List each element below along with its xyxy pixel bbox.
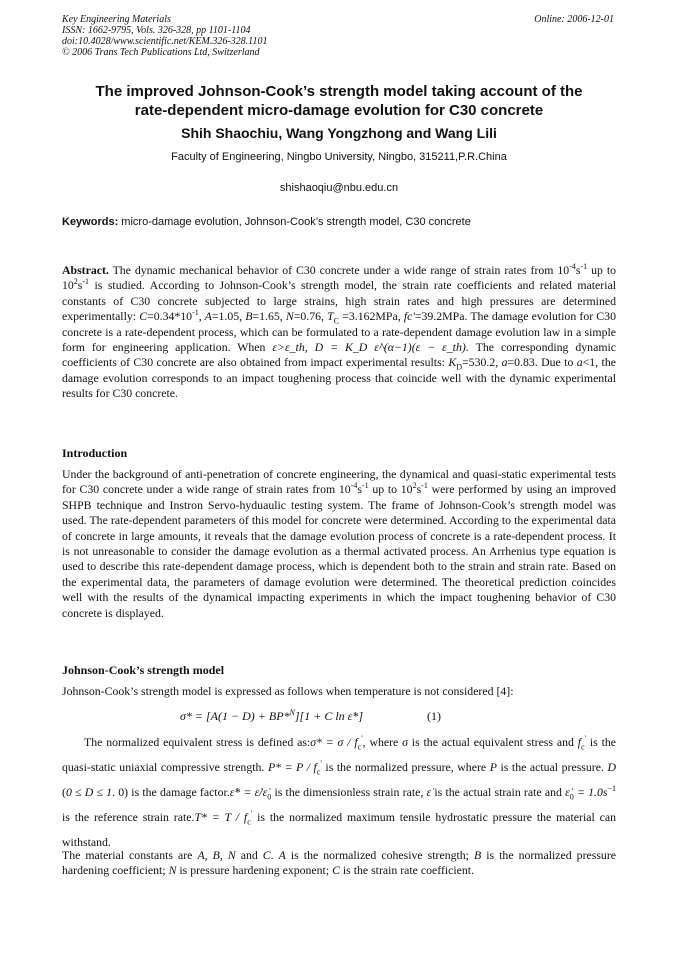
formula: P* = P / f xyxy=(267,760,317,774)
email: shishaoqiu@nbu.edu.cn xyxy=(279,182,399,194)
abstract xyxy=(62,263,616,402)
sub: c xyxy=(247,817,251,827)
intro-text: were performed by using an improved SHPB technique and Instron Servo-hyduaulic testing system. The frame of Johnson-Cook’s strength model was used. The rate-dependent parameters of this model for concrete were determined. According to the experimental data of concrete in large amounts, it reveals that the damage evolution process of concrete is a rate-dependent process. It is not unreasonable to consider the damage evolution as a thermal activated process. An Arrhenius type equation is used to describe this rate-dependent damage process, which is dependent both to the strain and strain rate. Based on the experimental data, the parameters of damage evolution were determined. The theoretical prediction coincides well with the results of the dynamical impacting experiments in which the impact toughening behavior of C30 concrete is displayed. xyxy=(62,482,616,620)
sub: 0 xyxy=(569,792,574,802)
symbol: C xyxy=(332,863,340,878)
intro-text: s xyxy=(416,482,422,497)
abstract-text: is studied. According to Johnson-Cook’s strength model, the strain rate coefficients and related material constants of C30 concrete subjected to large strains, high strain rates and high pressures are determined experimentally: xyxy=(62,278,616,324)
issn-line: ISSN: 1662-9795, Vols. 326-328, pp 1101-1104 xyxy=(62,25,251,36)
formula: σ xyxy=(402,735,408,749)
symbol: fc' xyxy=(403,309,415,324)
sup: ' xyxy=(361,734,363,744)
def-text: and xyxy=(235,848,263,862)
sup: -1 xyxy=(361,481,369,491)
def-text: ( xyxy=(62,785,66,799)
introduction-heading: Introduction xyxy=(62,446,128,460)
sub: D xyxy=(456,362,463,372)
intro-text: up to 10 xyxy=(368,482,413,497)
keywords xyxy=(62,215,616,229)
equation-text: σ* = [A(1 − D) + BP* xyxy=(180,709,290,723)
def-text: is the actual pressure. xyxy=(496,760,608,774)
jc-intro: Johnson-Cook’s strength model is expressed as follows when temperature is not considered [4]: xyxy=(62,684,514,698)
sup: -4 xyxy=(350,481,358,491)
damage-formula: ε>ε_th, D = K_D ε̇^(α−1)(ε − ε_th) xyxy=(272,340,466,355)
abstract-text: =0.34*10 xyxy=(147,309,193,324)
symbol: C xyxy=(262,848,271,862)
symbol: T xyxy=(327,309,334,324)
def-text: is the normalized cohesive strength; xyxy=(285,848,474,862)
symbol: B xyxy=(473,848,482,862)
abstract-text: =3.162MPa, xyxy=(339,309,404,324)
abstract-text: s xyxy=(77,278,83,293)
sub: 0 xyxy=(267,792,272,802)
equation-text: ][1 + C ln ε̇*] xyxy=(294,709,364,723)
equation-number: (1) xyxy=(427,709,441,723)
symbol: A, B, N xyxy=(197,848,236,862)
abstract-text: =1.05, xyxy=(211,309,246,324)
formula: f xyxy=(577,735,581,749)
symbol: N xyxy=(168,863,177,878)
abstract-text: =530.2, xyxy=(462,355,502,370)
abstract-text: =0.76, xyxy=(293,309,328,324)
sub: c xyxy=(316,767,321,777)
intro-text: Under the background of anti-penetration of concrete engineering, the dynamical and quasi-static experimental tests for C30 concrete under a wide range of strain rates from 10 xyxy=(62,467,616,497)
def-text: is the actual equivalent stress and xyxy=(407,735,578,749)
abstract-text: . The corresponding dynamic coefficients of C30 concrete are also obtained from impact experimental results: xyxy=(62,340,617,370)
material-constants xyxy=(62,848,616,879)
affiliation: Faculty of Engineering, Ningbo University, Ningbo, 315211,P.R.China xyxy=(171,151,507,163)
sup: -4 xyxy=(569,262,576,272)
abstract-text: <1, the damage evolution corresponds to an impact toughening process that coincide well with the dynamic experimental results for C30 concrete. xyxy=(62,355,616,401)
def-text: is the strain rate coefficient. xyxy=(339,863,475,878)
sup: N xyxy=(289,708,295,717)
doi-line: doi:10.4028/www.scientific.net/KEM.326-328.1101 xyxy=(62,36,268,47)
def-text: is pressure hardening exponent; xyxy=(176,863,333,878)
intro-text: s xyxy=(357,482,362,497)
abstract-text: =0.83. Due to xyxy=(507,355,577,370)
keywords-text: micro-damage evolution, Johnson-Cook’s strength model, C30 concrete xyxy=(118,216,471,228)
abstract-label: Abstract. xyxy=(62,263,109,277)
def-text: . xyxy=(270,848,279,862)
sup: 2 xyxy=(73,277,78,287)
formula: ε̇* = ε̇/ε̇ xyxy=(229,785,268,799)
formula: ε̇ xyxy=(426,785,432,799)
authors: Shih Shaochiu, Wang Yongzhong and Wang Lili xyxy=(181,125,497,141)
abstract-text: =39.2MPa. The damage evolution for C30 concrete is a rate-dependent process, which can be formulated to a rate-dependent damage evolution law in a simple form for engineering application. When xyxy=(62,309,616,355)
abstract-text: up to 10 xyxy=(62,263,616,293)
sub: c xyxy=(357,742,362,752)
jc-definitions xyxy=(62,730,616,855)
def-text: The normalized equivalent stress is defined as: xyxy=(84,735,311,749)
def-text: The material constants are xyxy=(62,848,198,862)
symbol: , A xyxy=(198,309,212,324)
sup: ' xyxy=(320,759,322,769)
sup: -1 xyxy=(192,308,199,318)
sub: c xyxy=(581,742,585,752)
symbol: a xyxy=(501,355,508,370)
formula: D xyxy=(607,760,616,774)
def-text: , where xyxy=(362,735,403,749)
formula: = 1.0s xyxy=(573,785,608,799)
def-text: is the actual strain rate and xyxy=(431,785,566,799)
symbol: N xyxy=(285,309,294,324)
jc-model-heading: Johnson-Cook’s strength model xyxy=(62,663,225,677)
formula: ε̇ xyxy=(565,785,570,799)
abstract-text: The dynamic mechanical behavior of C30 concrete under a wide range of strain rates from 10 xyxy=(108,263,570,277)
sup: -1 xyxy=(580,262,588,272)
def-text: is the reference strain rate. xyxy=(62,810,195,824)
symbol: A xyxy=(278,848,286,862)
formula: 0 ≤ D ≤ 1 xyxy=(65,785,113,799)
journal-name: Key Engineering Materials xyxy=(62,14,171,25)
introduction-text xyxy=(62,467,616,621)
formula: P xyxy=(489,760,497,774)
online-date: Online: 2006-12-01 xyxy=(534,14,614,25)
sup: -1 xyxy=(421,481,428,491)
symbol: B xyxy=(245,309,253,324)
def-text: is the dimensionless strain rate, xyxy=(271,785,427,799)
sup: ' xyxy=(250,809,253,819)
symbol: C xyxy=(139,309,148,324)
def-text: is the quasi-static uniaxial compressive strength. xyxy=(62,735,616,774)
sup: -1 xyxy=(82,277,90,287)
sup: 2 xyxy=(412,481,417,491)
paper-title xyxy=(62,82,616,120)
sub: C xyxy=(333,316,340,326)
def-text: is the normalized pressure, where xyxy=(321,760,490,774)
def-text: is the normalized maximum tensile hydrostatic pressure the material can withstand. xyxy=(62,810,616,849)
formula: σ* = σ / f xyxy=(310,735,358,749)
journal-header xyxy=(62,14,482,58)
sup: ' xyxy=(584,734,587,744)
copyright-line: © 2006 Trans Tech Publications Ltd, Switzerland xyxy=(62,47,260,58)
sup: −1 xyxy=(607,784,617,794)
abstract-text: =1.65, xyxy=(252,309,286,324)
title-line-2: rate-dependent micro-damage evolution for C30 concrete xyxy=(134,102,544,119)
title-line-1: The improved Johnson-Cook’s strength model taking account of the xyxy=(95,83,583,100)
def-text: . 0) is the damage factor. xyxy=(112,785,230,799)
keywords-label: Keywords: xyxy=(62,216,119,228)
abstract-text: s xyxy=(575,263,581,277)
symbol: K xyxy=(448,355,457,370)
symbol: a xyxy=(576,355,583,370)
formula: T* = T / f xyxy=(194,810,248,824)
def-text: is the normalized pressure hardening coefficient; xyxy=(62,848,616,878)
equation-1 xyxy=(180,708,363,724)
